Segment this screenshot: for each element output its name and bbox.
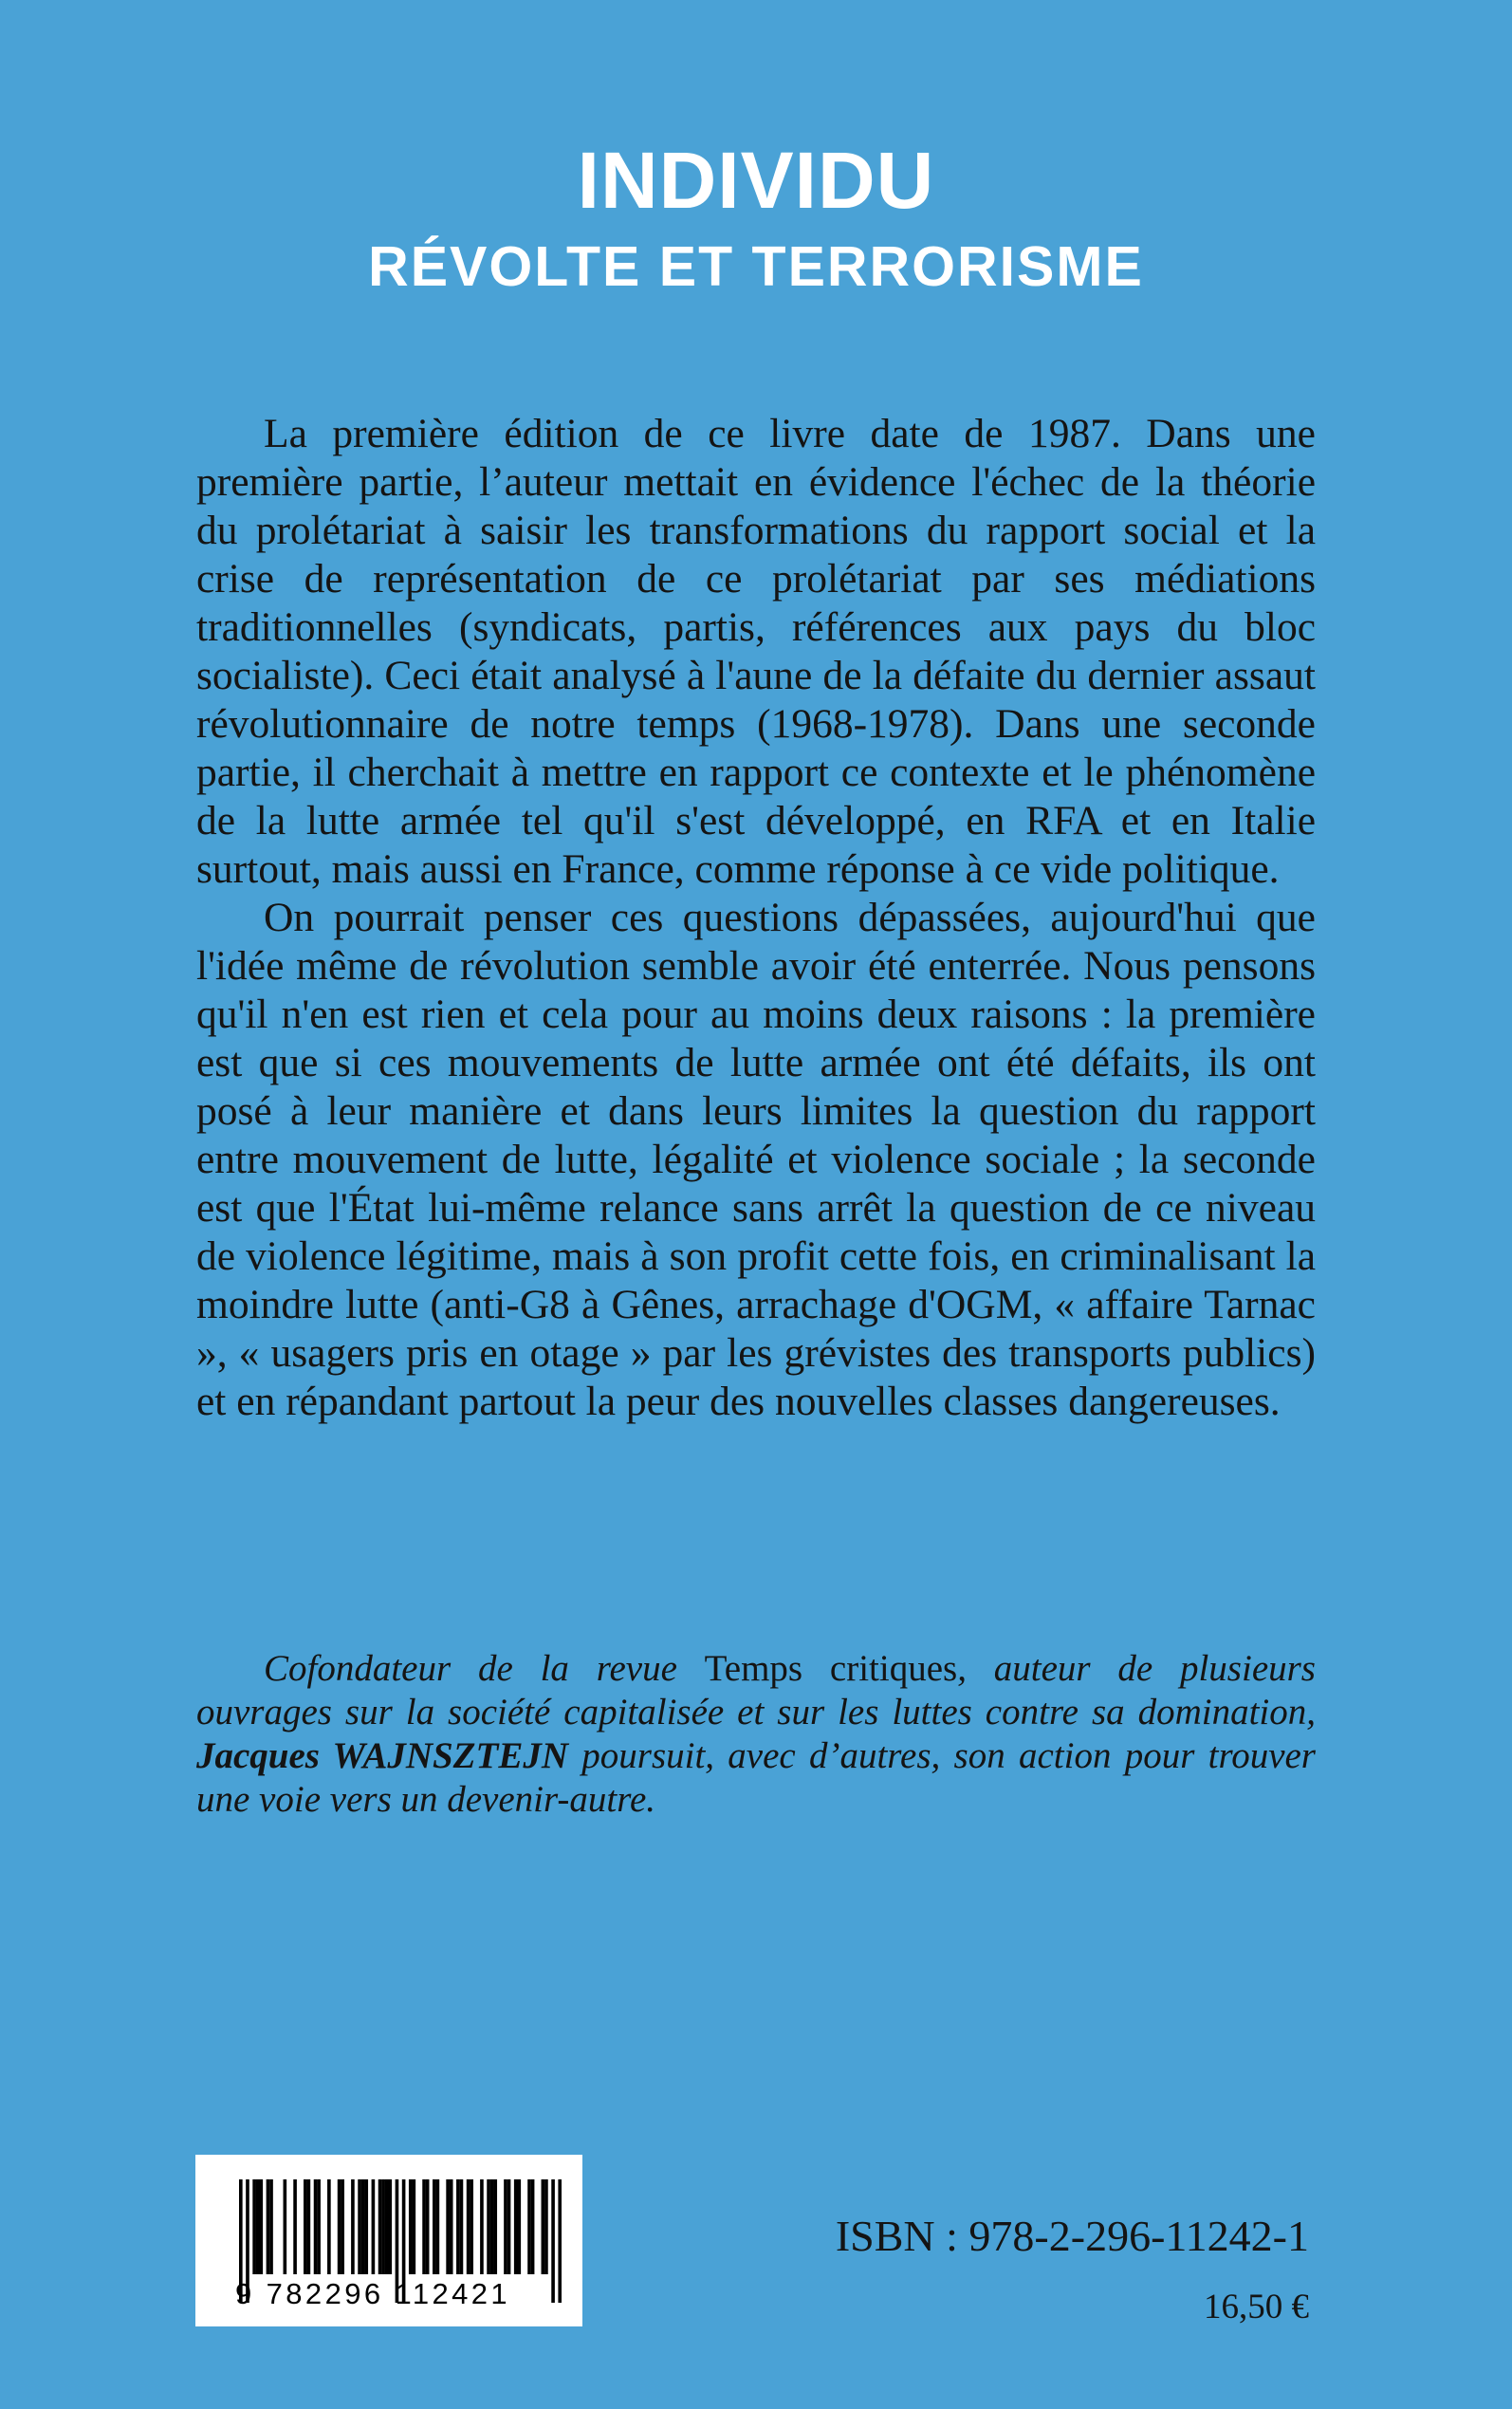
barcode-bar (284, 2179, 287, 2274)
journal-name: Temps critiques (704, 1648, 958, 1689)
barcode-bar (493, 2179, 497, 2274)
barcode-bar (341, 2179, 344, 2274)
book-subtitle: RÉVOLTE ET TERRORISME (368, 235, 1144, 298)
barcode-bar (409, 2179, 413, 2274)
barcode-bar (487, 2179, 490, 2274)
barcode-bar (364, 2179, 368, 2274)
barcode-bar (490, 2179, 494, 2274)
barcode-bar (517, 2179, 521, 2274)
barcode-bar (544, 2179, 548, 2274)
blurb-paragraph: La première édition de ce livre date de 1987. Dans une première partie, l’auteur mettait en évidence l'échec de la théorie du prolétariat à saisir les transformations du rapport social et la crise de représentation de ce prolétariat par ses médiations traditionnelles (syndicats, partis, références aux pays du bloc socialiste). Ceci était analysé à l'aune de la défaite du dernier assaut révolutionnaire de notre temps (1968-1978). Dans une seconde partie, il cherchait à mettre en rapport ce contexte et le phénomène de la lutte armée tel qu'il s'est développé, en RFA et en Italie surtout, mais aussi en France, comme réponse à ce vide politique. (196, 411, 1316, 892)
barcode-bar (378, 2179, 382, 2274)
barcode-bar (327, 2179, 331, 2274)
author-bio-paragraph (196, 1647, 1316, 1822)
barcode-bar (460, 2179, 464, 2274)
barcode-bar (317, 2179, 321, 2274)
barcode-bar (413, 2179, 416, 2274)
barcode-bar (456, 2179, 460, 2274)
blurb-paragraph: On pourrait penser ces questions dépassées, aujourd'hui que l'idée même de révolution semble avoir été enterrée. Nous pensons qu'il n'en est rien et cela pour au moins deux raisons : la première est que si ces mouvements de lutte armée ont été défaits, ils ont posé à leur manière et dans leurs limites la question du rapport entre mouvement de lutte, légalité et violence sociale ; la seconde est que l'État lui-même relance sans arrêt la question de ce niveau de violence légitime, mais à son profit cette fois, en criminalisant la moindre lutte (anti-G8 à Gênes, arrachage d'OGM, « affaire Tarnac », « usagers pris en otage » par les grévistes des transports publics) et en répandant partout la peur des nouvelles classes dangereuses. (196, 895, 1316, 1424)
price: 16,50 € (1204, 2288, 1309, 2326)
barcode-bar (358, 2179, 361, 2274)
barcode-bar (542, 2179, 545, 2274)
barcode-bar (293, 2179, 297, 2274)
barcode-bar (338, 2179, 341, 2274)
barcode-bar (467, 2179, 470, 2274)
bio-text-intro: Cofondateur de la revue (264, 1648, 705, 1689)
book-title: INDIVIDU (577, 136, 935, 225)
barcode-bar (307, 2179, 311, 2274)
barcode-bar (381, 2179, 385, 2274)
bio-text-middle: , auteur de plusieurs ouvrages sur la société capitalisée et sur les luttes contre sa domination, (196, 1648, 1316, 1733)
barcode-bar (385, 2179, 389, 2274)
barcode-bar (259, 2179, 263, 2274)
barcode-bar (436, 2179, 440, 2274)
barcode-digits: 9 782296 112421 (235, 2277, 511, 2310)
barcode-bar (507, 2179, 511, 2274)
barcode-panel (195, 2155, 582, 2326)
barcode-bar (351, 2179, 355, 2274)
barcode-bar (480, 2179, 484, 2274)
barcode-bar (531, 2179, 535, 2274)
barcode-bar (304, 2179, 307, 2274)
isbn-number: ISBN : 978-2-296-11242-1 (835, 2212, 1309, 2260)
barcode-bar (514, 2179, 518, 2274)
barcode-bar (252, 2179, 256, 2274)
barcode-bar (527, 2179, 531, 2274)
barcode-bar (361, 2179, 365, 2274)
barcode-bar (256, 2179, 260, 2274)
blurb (196, 410, 1316, 1426)
barcode-bar (314, 2179, 318, 2274)
barcode-bar (504, 2179, 507, 2274)
barcode-bar (372, 2179, 376, 2274)
barcode-bar (446, 2179, 450, 2274)
barcode-bar (422, 2179, 426, 2274)
barcode-bar (267, 2179, 270, 2274)
author-bio (196, 1647, 1316, 1822)
barcode-bar (433, 2179, 436, 2274)
barcode-bar (470, 2179, 473, 2274)
author-name: Jacques WAJNSZTEJN (196, 1735, 569, 1776)
barcode-bar (269, 2179, 273, 2274)
barcode-bar (426, 2179, 430, 2274)
bio-text-end: poursuit, avec d’autres, son action pour trouver une voie vers un devenir-autre. (196, 1735, 1316, 1820)
barcode-bar (450, 2179, 453, 2274)
barcode-bar (388, 2179, 392, 2274)
